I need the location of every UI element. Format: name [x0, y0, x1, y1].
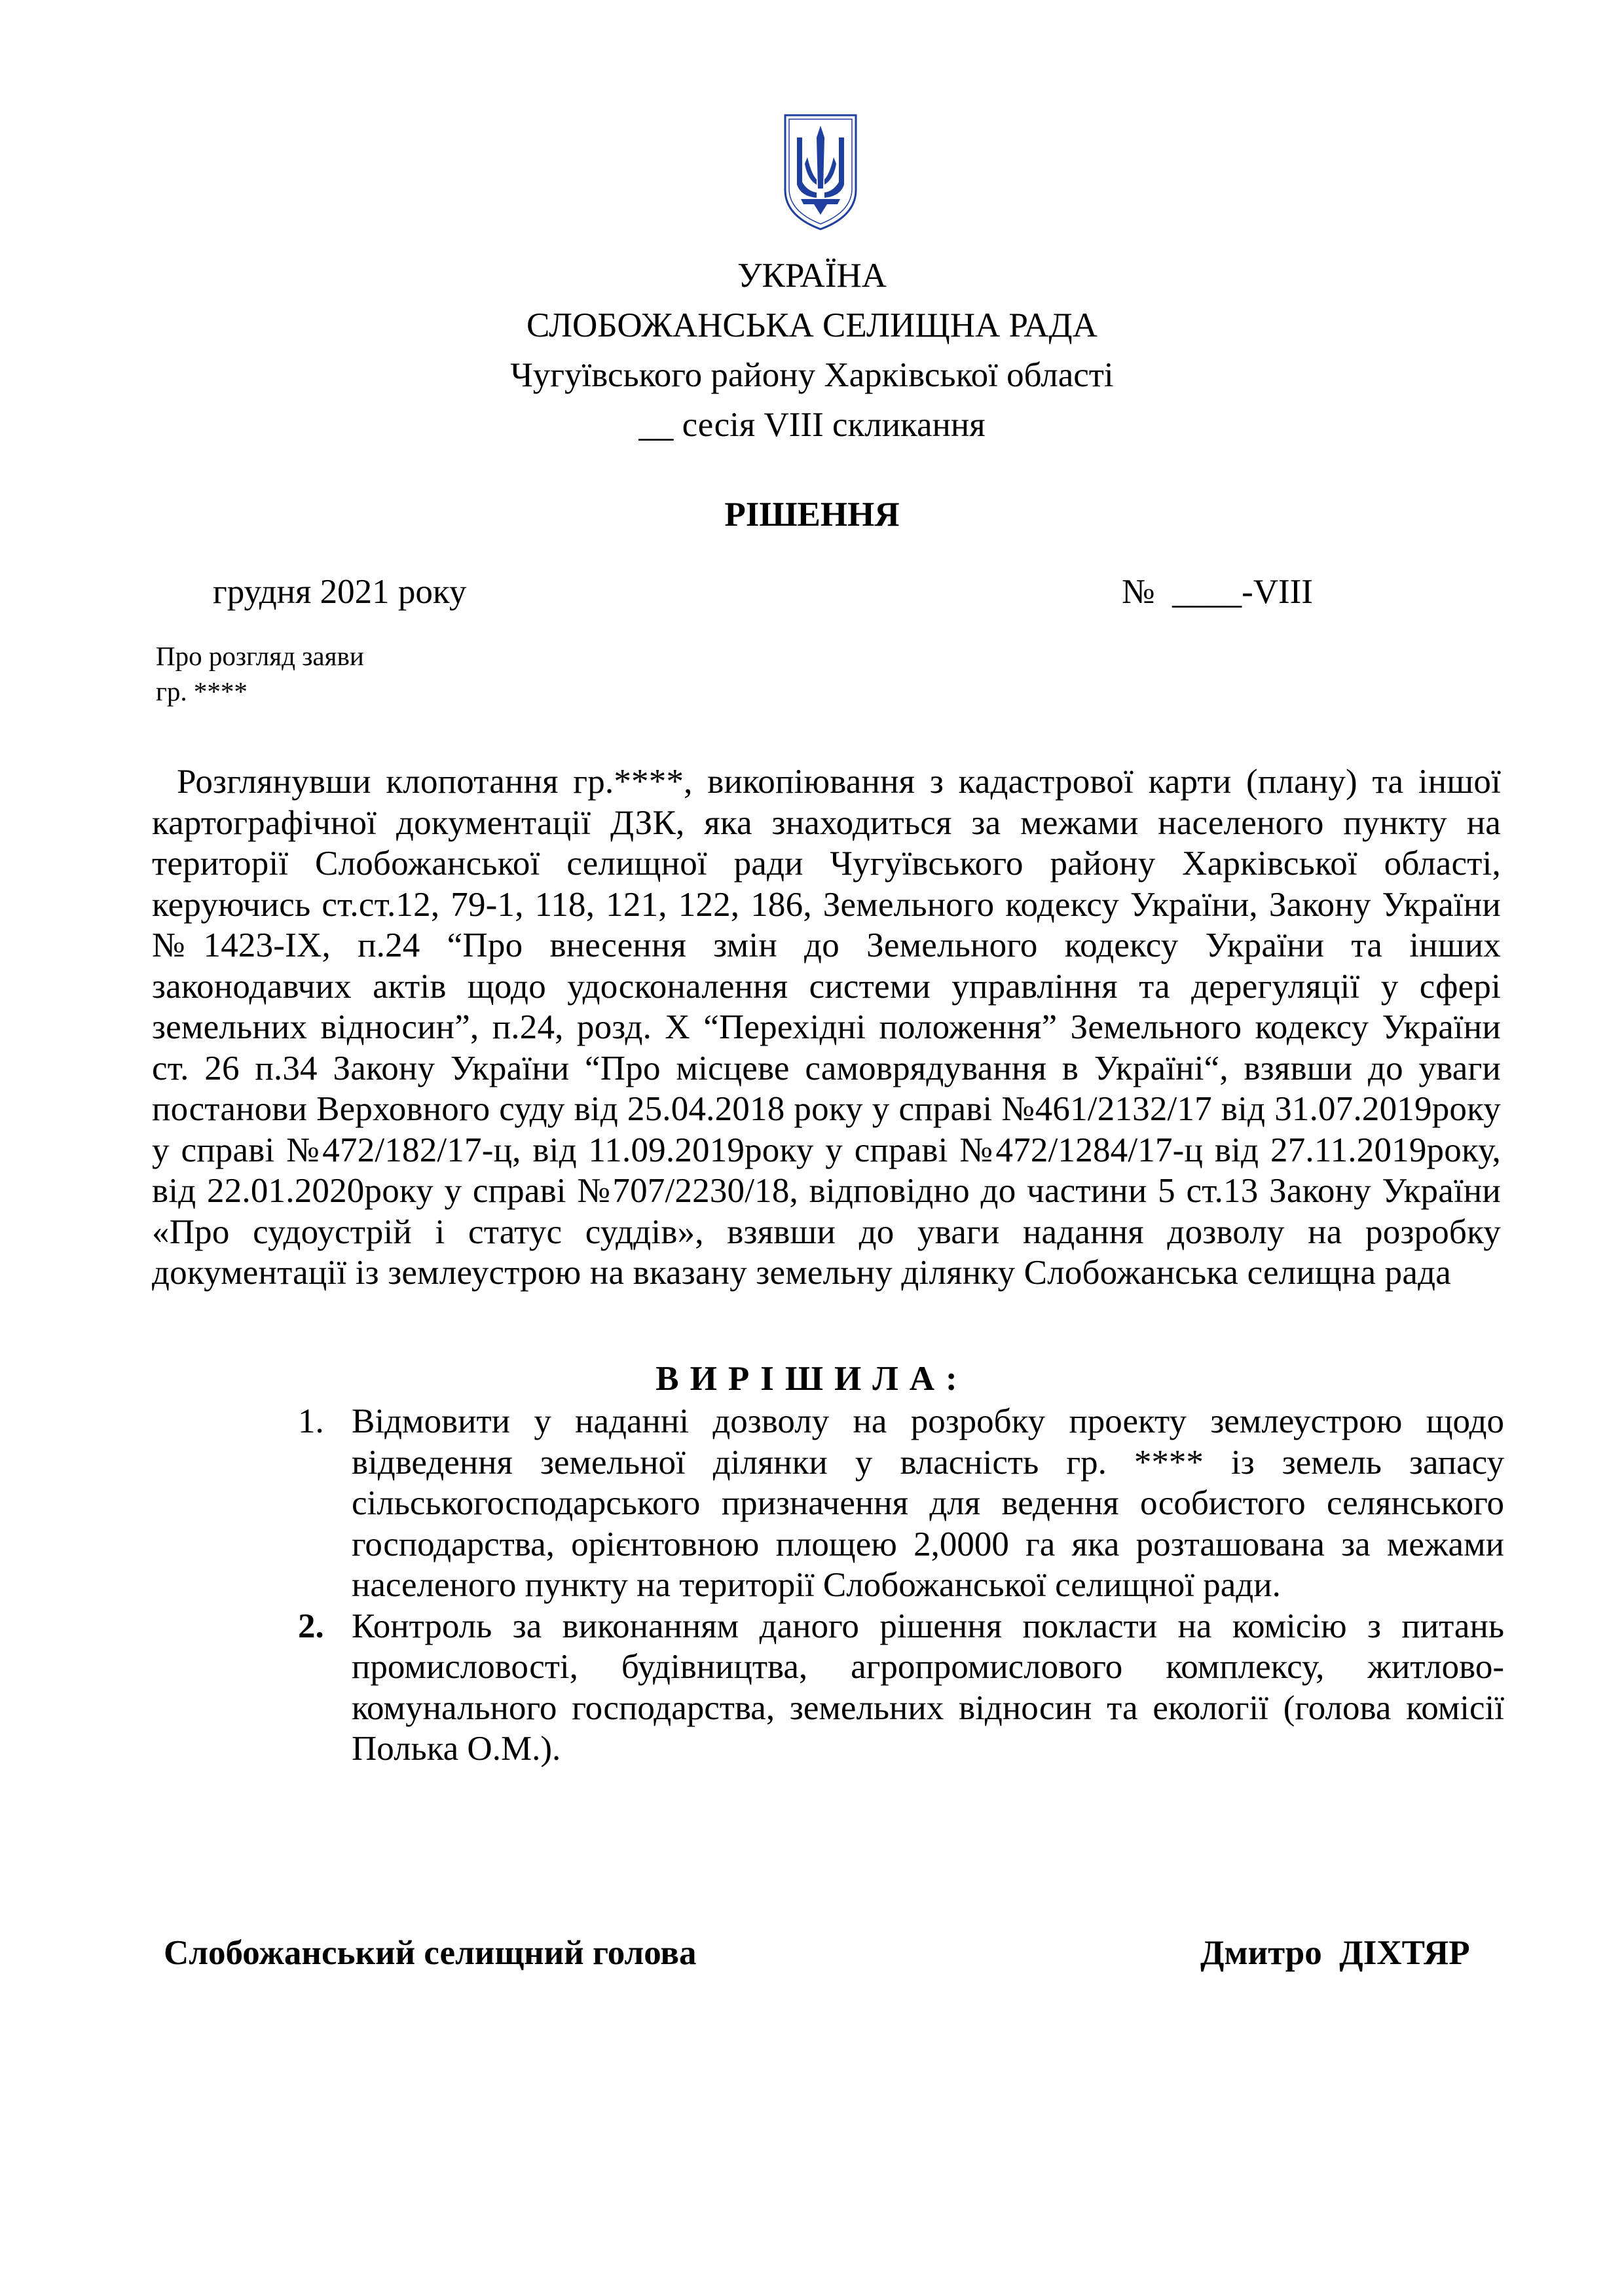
subject-line: Про розгляд заяви — [156, 641, 364, 671]
session-line: __ сесія VIII скликання — [638, 406, 986, 444]
subject-line: гр. **** — [156, 676, 248, 706]
header — [0, 251, 1624, 450]
country-name: УКРАЇНА — [737, 257, 887, 295]
decision-number: 2. — [298, 1607, 324, 1645]
document-number: № ____-VIII — [1122, 573, 1313, 611]
trident-emblem-icon — [781, 111, 860, 232]
document-subject — [156, 638, 364, 709]
decision-number: 1. — [298, 1402, 324, 1440]
district-name: Чугуївського району Харківської області — [510, 356, 1114, 394]
decision-list — [298, 1401, 1504, 1770]
document-title: РІШЕННЯ — [724, 496, 900, 534]
preamble-paragraph: Розглянувши клопотання гр.****, викопіювання з кадастрової карти (плану) та іншої картографічної документації ДЗК, яка знаходиться за межами населеного пункту на території Слобожанської селищної ради Чугуївського району Харківської області, керуючись ст.ст.12, 79-1, 118, 121, 122, 186, Земельного кодексу України, Закону України №1423-IX, п.24 “Про внесення змін до Земельного кодексу України та інших законодавчих актів щодо удосконалення системи управління та дерегуляції у сфері земельних відносин”, п.24, розд. X “Перехідні положення” Земельного кодексу України ст. 26 п.34 Закону України “Про місцеве самоврядування в Україні“, взявши до уваги постанови Верховного суду від 25.04.2018 року у справі №461/2132/17 від 31.07.2019року у справі №472/182/17-ц, від 11.09.2019року у справі №472/1284/17-ц від 27.11.2019року, від 22.01.2020року у справі №707/2230/18, відповідно до частини 5 ст.13 Закону України «Про судоустрій і статус суддів», взявши до уваги надання дозволу на розробку документації із землеустрою на вказану земельну ділянку Слобожанська селищна рада — [152, 763, 1501, 1292]
decision-text: Відмовити у наданні дозволу на розробку проекту землеустрою щодо відведення земельної ділянки у власність гр. **** із земель запасу сільськогосподарського призначення для ведення особистого селянського господарства, орієнтовною площею 2,0000 га яка розташована за межами населеного пункту на території Слобожанської селищної ради. — [352, 1402, 1504, 1604]
signatory-position: Слобожанський селищний голова — [164, 1934, 697, 1972]
decision-item — [298, 1401, 1504, 1606]
decision-text: Контроль за виконанням даного рішення покласти на комісію з питань промисловості, будівництва, агропромислового комплексу, житлово-комунального господарства, земельних відносин та екології (голова комісії Полька О.М.). — [352, 1607, 1504, 1768]
decision-item — [298, 1606, 1504, 1770]
document-date: грудня 2021 року — [213, 573, 467, 611]
decided-heading: ВИРІШИЛА: — [655, 1360, 969, 1398]
signatory-name: Дмитро ДІХТЯР — [1200, 1934, 1470, 1972]
council-name: СЛОБОЖАНСЬКА СЕЛИЩНА РАДА — [526, 306, 1098, 344]
